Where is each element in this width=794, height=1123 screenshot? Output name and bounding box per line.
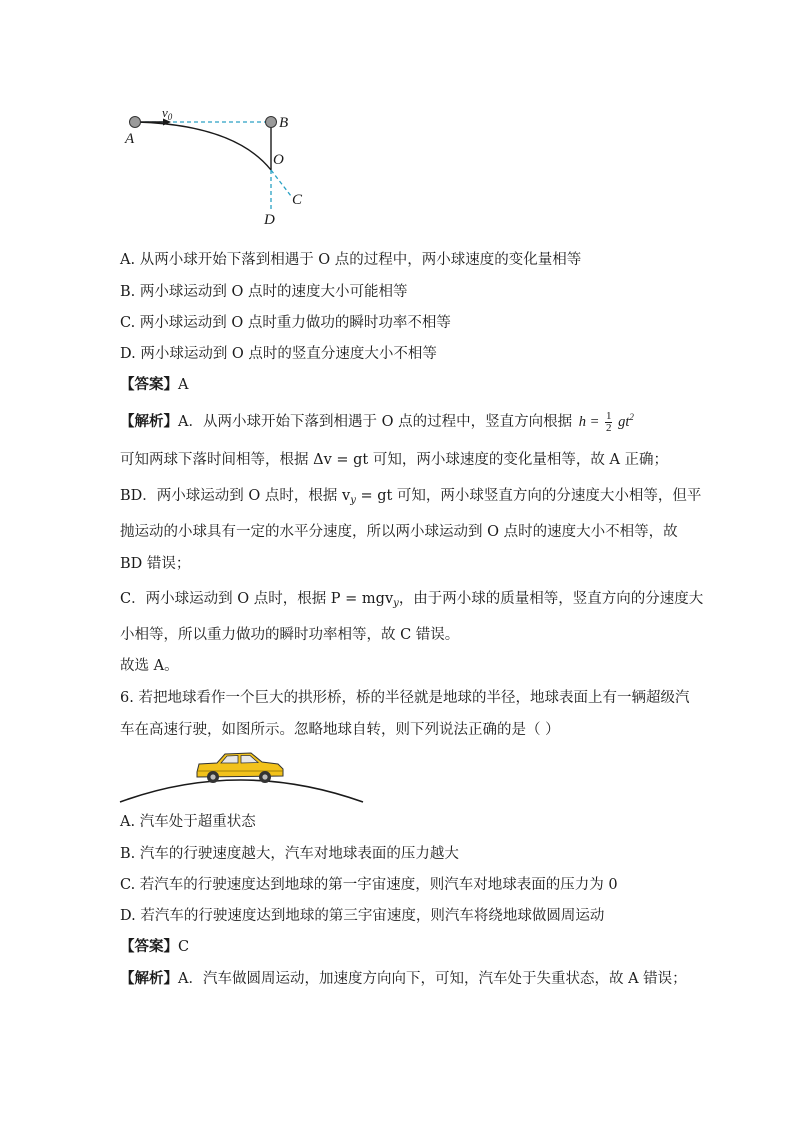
q6-option-d: D. 若汽车的行驶速度达到地球的第三宇宙速度，则汽车将绕地球做圆周运动 [120,908,605,924]
q5-conclusion: 故选 A。 [120,658,179,674]
label-d: D [264,212,275,228]
analysis-text: A．从两小球开始下落到相遇于 O 点的过程中，竖直方向根据 [178,414,573,430]
subscript-y2: y [393,598,399,609]
q6-stem-line-2: 车在高速行驶，如图所示。忽略地球自转，则下列说法正确的是（ ） [120,722,560,738]
ball-b [266,117,277,128]
q5-analysis-line-5: BD 错误； [120,556,191,572]
q5-analysis-line-6 [120,587,703,609]
q6-analysis-line-1 [120,967,687,988]
analysis-text-bd-cont: = gt 可知，两小球竖直方向的分速度大小相等，但平 [355,488,702,504]
q5-analysis-line-4: 抛运动的小球具有一定的水平分速度，所以两小球运动到 O 点时的速度大小不相等，故 [120,524,678,540]
q6-stem-line-1: 6. 若把地球看作一个巨大的拱形桥，桥的半径就是地球的半径，地球表面上有一辆超级汽 [120,690,690,706]
car-on-earth-figure [115,740,375,806]
analysis-text-bd: BD．两小球运动到 O 点时，根据 v [120,488,351,504]
q5-analysis-line-7: 小相等，所以重力做功的瞬时功率相等，故 C 错误。 [120,627,460,643]
trajectory-dashed [271,170,291,196]
q5-option-b: B. 两小球运动到 O 点时的速度大小可能相等 [120,284,408,300]
answer-tag: 【答案】 [120,376,178,393]
q5-analysis-line-3 [120,484,701,506]
q5-answer [120,373,188,394]
analysis-text-6: A．汽车做圆周运动，加速度方向向下，可知，汽车处于失重状态，故 A 错误； [178,971,687,987]
q5-option-a: A. 从两小球开始下落到相遇于 O 点的过程中，两小球速度的变化量相等 [120,252,582,268]
analysis-text-c-cont: ，由于两小球的质量相等，竖直方向的分速度大 [398,591,704,607]
ball-a [130,117,141,128]
analysis-tag-6: 【解析】 [120,970,178,987]
answer-value: A [178,377,189,393]
q6-answer [120,935,189,956]
answer-value-6: C [178,939,190,955]
analysis-text-c: C．两小球运动到 O 点时，根据 P = mgv [120,591,394,607]
q5-option-c: C. 两小球运动到 O 点时重力做功的瞬时功率不相等 [120,315,451,331]
car-icon [197,753,283,783]
q6-option-b: B. 汽车的行驶速度越大，汽车对地球表面的压力越大 [120,846,459,862]
formula-h: h = [578,414,600,430]
projectile-figure [115,100,315,230]
q6-option-c: C. 若汽车的行驶速度达到地球的第一宇宙速度，则汽车对地球表面的压力为 0 [120,877,618,893]
trajectory-solid [137,122,271,170]
label-o: O [273,152,284,168]
label-a: A [125,131,135,147]
q6-option-a: A. 汽车处于超重状态 [120,814,256,830]
label-c: C [292,192,303,208]
q5-analysis-line-1 [120,410,634,434]
label-b: B [279,115,289,131]
q5-analysis-line-2: 可知两球下落时间相等，根据 Δv = gt 可知，两小球速度的变化量相等，故 A 正确； [120,452,669,468]
analysis-tag: 【解析】 [120,413,178,430]
q5-option-d: D. 两小球运动到 O 点时的竖直分速度大小不相等 [120,346,437,362]
earth-arc [120,780,363,802]
formula-gt2: $gt^2$ [618,412,634,430]
subscript-y: y [350,495,356,506]
label-v0: $v_0$ [162,105,173,122]
fraction-half: $\frac{1}{2}$ [605,409,612,434]
answer-tag-6: 【答案】 [120,938,178,955]
